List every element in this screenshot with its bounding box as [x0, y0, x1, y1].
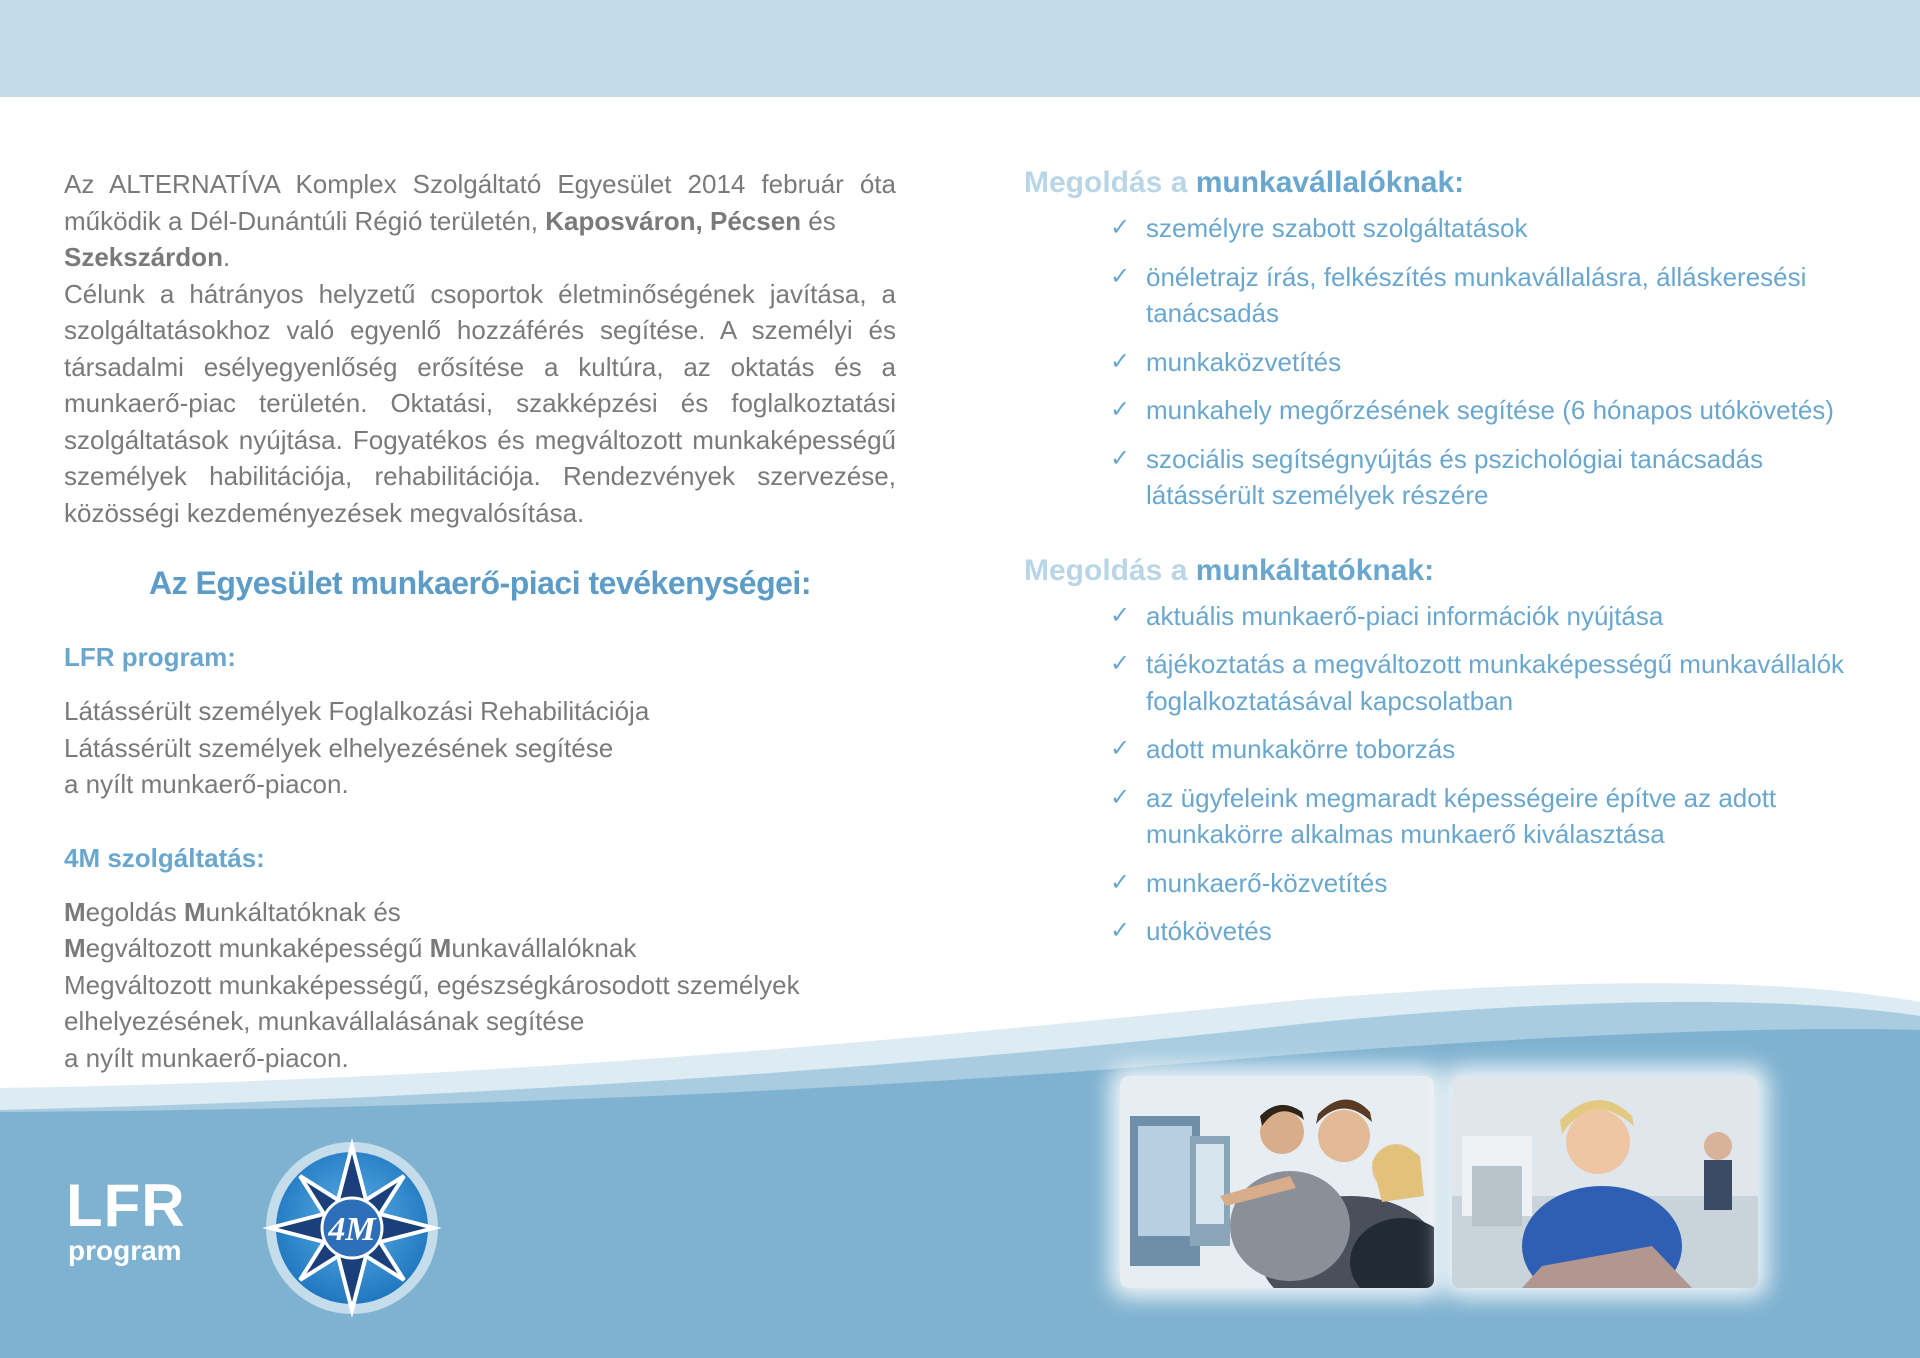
check-icon: ✓ [1110, 735, 1131, 762]
check-icon: ✓ [1110, 917, 1131, 944]
list-item-text: munkahely megőrzésének segítése (6 hónapos utókövetés) [1146, 395, 1834, 425]
intro-goal-text: Célunk a hátrányos helyzetű csoportok életminőségének javítása, a szolgáltatásokhoz való egyenlő hozzáférés segítése. A személyi és társadalmi esélyegyenlőség erősítése a kultúra, az oktatás és a munkaerő-piac területén. Oktatási, szakképzési és foglalkoztatási szolgáltatások nyújtása. Fogyatékos és megváltozott munkaképességű személyek habilitációja, rehabilitációja. Rendezvények szervezése, közösségi kezdeményezések megvalósítása. [64, 278, 896, 528]
title-dark-part: munkavállalóknak: [1195, 166, 1465, 199]
employees-list [1024, 210, 1864, 514]
list-item-text: munkaközvetítés [1146, 346, 1342, 377]
sewing-photo-illustration [1452, 1076, 1758, 1288]
list-item-text: szociális segítségnyújtás és pszichológiai tanácsadás látássérült személyek részére [1146, 443, 1764, 510]
m4-service-lines [64, 894, 896, 1077]
lfr-line: a nyílt munkaerő-piacon. [64, 769, 349, 799]
check-icon: ✓ [1110, 650, 1131, 677]
employers-section-title [1024, 554, 1864, 588]
intro-paragraph [64, 166, 896, 531]
m4-line-employers [64, 894, 896, 931]
m4-line: Megváltozott munkaképességű, egészségkárosodott személyek [64, 969, 800, 1000]
employers-list [1024, 598, 1864, 950]
list-item [1086, 865, 1864, 902]
check-icon: ✓ [1110, 214, 1131, 241]
employees-section-title [1024, 166, 1864, 200]
list-item [1086, 913, 1864, 950]
list-item-text: utókövetés [1146, 916, 1272, 946]
lfr-logo-subtext: program [68, 1235, 182, 1266]
list-item [1086, 344, 1864, 381]
list-item [1086, 210, 1864, 247]
list-item [1086, 731, 1864, 768]
list-item [1086, 598, 1864, 635]
lfr-program-lines [64, 693, 896, 803]
lfr-program-title: LFR program: [64, 642, 236, 672]
lfr-logo-text: LFR [66, 1172, 186, 1239]
m4-line: a nyílt munkaerő-piacon. [64, 1042, 349, 1073]
m4-logo [262, 1138, 442, 1318]
m4-word: egoldás [85, 896, 184, 927]
intro-cities-bold: Kaposváron, Pécsen [545, 205, 802, 236]
title-light-part: Megoldás a [1024, 553, 1188, 587]
list-item-text: az ügyfeleink megmaradt képességeire építve az adott munkakörre alkalmas munkaerő kiválasztása [1146, 782, 1777, 849]
lfr-line: Látássérült személyek Foglalkozási Rehabilitációja [64, 696, 650, 726]
check-icon: ✓ [1110, 347, 1131, 375]
title-light-part: Megoldás a [1024, 166, 1188, 199]
m4-letter: M [64, 933, 86, 963]
list-item [1086, 646, 1864, 719]
m4-line-employees [64, 930, 896, 967]
lfr-program-logo [66, 1172, 186, 1266]
m4-letter: M [429, 933, 452, 963]
check-icon: ✓ [1110, 601, 1131, 629]
list-item [1086, 441, 1864, 514]
list-item [1086, 392, 1864, 429]
left-column [64, 166, 896, 1076]
check-icon: ✓ [1110, 262, 1131, 290]
check-icon: ✓ [1110, 444, 1131, 472]
m4-line: elhelyezésének, munkavállalásának segítése [64, 1006, 585, 1036]
activities-title: Az Egyesület munkaerő-piaci tevékenységei: [149, 565, 811, 601]
office-team-photo [1120, 1076, 1434, 1288]
sewing-worker-photo [1452, 1076, 1758, 1288]
office-photo-illustration [1120, 1076, 1434, 1288]
m4-word: unkavállalóknak [451, 933, 637, 963]
list-item-text: tájékoztatás a megváltozott munkaképességű munkavállalók foglalkoztatásával kapcsolatban [1146, 649, 1845, 716]
m4-word: egváltozott munkaképességű [85, 933, 430, 963]
intro-period: . [222, 242, 231, 272]
m4-service-title: 4M szolgáltatás: [64, 842, 265, 873]
m4-letter: M [64, 896, 86, 927]
title-dark-part: munkáltatóknak: [1195, 553, 1435, 587]
intro-city-bold: Szekszárdon [64, 242, 223, 272]
m4-word: unkáltatóknak és [205, 896, 401, 927]
lfr-line: Látássérült személyek elhelyezésének segítése [64, 732, 614, 763]
check-icon: ✓ [1110, 396, 1131, 423]
right-column [1024, 166, 1864, 962]
intro-text-1: Az ALTERNATÍVA Komplex Szolgáltató Egyesület 2014 február óta működik a Dél-Dunántúli Régió területén, [64, 169, 896, 236]
m4-letter: M [183, 896, 206, 927]
m4-logo-text: 4M [328, 1211, 376, 1248]
list-item [1086, 780, 1864, 853]
intro-text-2: és [808, 205, 836, 236]
list-item [1086, 259, 1864, 332]
list-item-text: aktuális munkaerő-piaci információk nyújtása [1146, 600, 1664, 631]
list-item-text: személyre szabott szolgáltatások [1146, 213, 1528, 243]
list-item-text: önéletrajz írás, felkészítés munkavállalásra, álláskeresési tanácsadás [1146, 261, 1807, 328]
check-icon: ✓ [1110, 868, 1131, 896]
list-item-text: munkaerő-közvetítés [1146, 867, 1388, 898]
check-icon: ✓ [1110, 783, 1131, 811]
top-band [0, 0, 1920, 97]
list-item-text: adott munkakörre toborzás [1146, 734, 1456, 764]
